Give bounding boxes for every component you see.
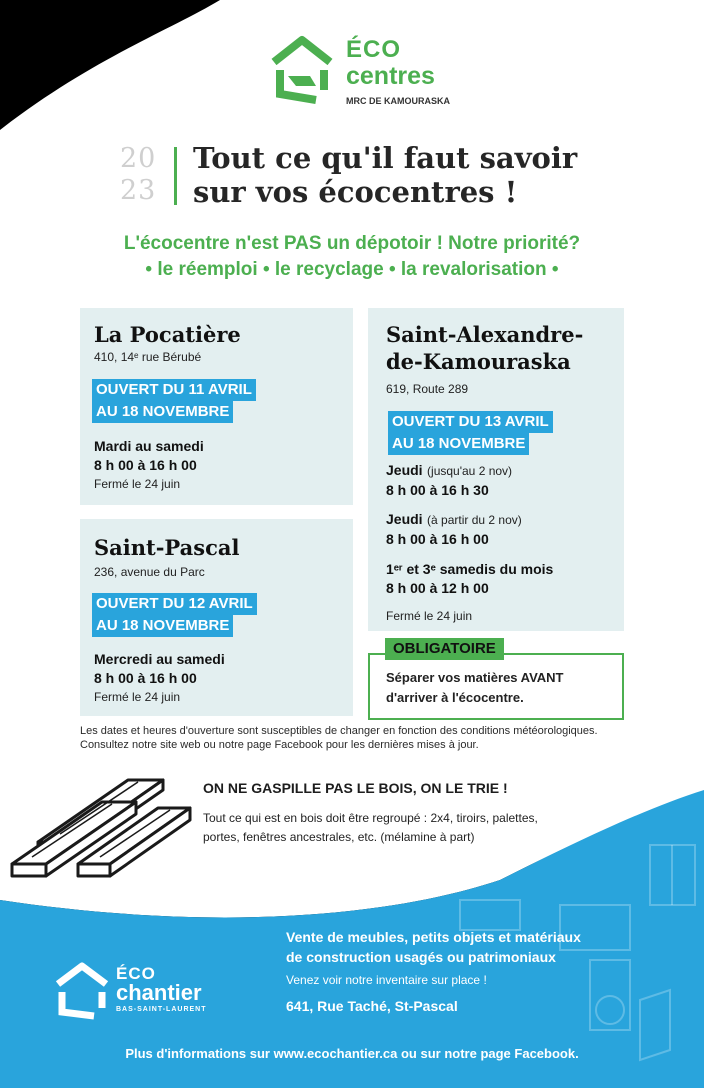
opening-period-2: AU 18 NOVEMBRE <box>92 401 233 423</box>
disclaimer-line-2: Consultez notre site web ou notre page Facebook pour les dernières mises à jour. <box>80 739 479 751</box>
wood-line-2: portes, fenêtres ancestrales, etc. (mélamine à part) <box>203 830 475 844</box>
vente-line-1: Vente de meubles, petits objets et matériaux <box>286 929 581 945</box>
logo-eco: ÉCO <box>346 36 402 63</box>
title-line-1: Tout ce qu'il faut savoir <box>193 141 578 175</box>
closed-note: Fermé le 24 juin <box>386 609 473 623</box>
address: 410, 14ᵉ rue Bérubé <box>94 350 202 364</box>
hours-thursday-1: 8 h 00 à 16 h 30 <box>386 482 489 498</box>
card-saint-pascal <box>80 519 353 716</box>
wood-planks-icon <box>8 772 194 884</box>
hours-saturdays: 8 h 00 à 12 h 00 <box>386 580 489 596</box>
title-line-2: sur vos écocentres ! <box>193 175 518 209</box>
closed-note: Fermé le 24 juin <box>94 690 181 704</box>
ecochantier-address: 641, Rue Taché, St-Pascal <box>286 998 458 1014</box>
year-divider <box>174 147 177 205</box>
city-name-line-1: Saint-Alexandre- <box>386 322 584 347</box>
schedule-saturdays: 1ᵉʳ et 3ᵉ samedis du mois <box>386 561 554 577</box>
city-name: La Pocatière <box>94 322 241 347</box>
city-name: Saint-Pascal <box>94 535 240 560</box>
days: Mercredi au samedi <box>94 651 225 667</box>
disclaimer <box>80 724 598 752</box>
inventory-text: Venez voir notre inventaire sur place ! <box>286 973 487 987</box>
address: 236, avenue du Parc <box>94 565 205 579</box>
hours-thursday-2: 8 h 00 à 16 h 00 <box>386 531 489 547</box>
wood-line-1: Tout ce qui est en bois doit être regroupé : 2x4, tiroirs, palettes, <box>203 811 538 825</box>
mandatory-line-2: d'arriver à l'écocentre. <box>386 690 524 705</box>
opening-period-1: OUVERT DU 11 AVRIL <box>92 379 256 401</box>
mandatory-text <box>386 668 564 708</box>
schedule-thursday-1 <box>386 462 512 480</box>
days: Mardi au samedi <box>94 438 204 454</box>
wood-text <box>203 809 538 847</box>
day-note: (à partir du 2 nov) <box>427 513 522 527</box>
mandatory-label: OBLIGATOIRE <box>385 638 504 660</box>
opening-period-2: AU 18 NOVEMBRE <box>388 433 529 455</box>
day-label: Jeudi <box>386 511 423 527</box>
hours: 8 h 00 à 16 h 00 <box>94 457 197 473</box>
disclaimer-line-1: Les dates et heures d'ouverture sont susceptibles de changer en fonction des conditions météorologiques. <box>80 725 598 737</box>
city-name-line-2: de-Kamouraska <box>386 349 571 374</box>
page-title <box>193 141 577 209</box>
wood-title: ON NE GASPILLE PAS LE BOIS, ON LE TRIE ! <box>203 780 508 796</box>
ecochantier-wordmark <box>116 965 207 1013</box>
day-note: (jusqu'au 2 nov) <box>427 464 513 478</box>
vente-line-2: de construction usagés ou patrimoniaux <box>286 949 556 965</box>
region-text: BAS-SAINT-LAURENT <box>116 1006 207 1013</box>
tagline-line-1: L'écocentre n'est PAS un dépotoir ! Notre priorité? <box>123 233 581 254</box>
recycle-house-icon <box>266 34 338 106</box>
opening-period-1: OUVERT DU 12 AVRIL <box>92 593 257 615</box>
tagline-line-2: • le réemploi • le recyclage • la revalorisation • <box>145 259 559 280</box>
logo-wordmark <box>346 38 435 89</box>
year-top: 20 <box>120 143 157 174</box>
year-bottom: 23 <box>120 175 157 206</box>
chantier-text: chantier <box>116 980 202 1005</box>
closed-note: Fermé le 24 juin <box>94 477 181 491</box>
day-label: Jeudi <box>386 462 423 478</box>
eco-text: ÉCO <box>116 964 156 983</box>
opening-period-2: AU 18 NOVEMBRE <box>92 615 233 637</box>
card-la-pocatiere <box>80 308 353 505</box>
ecochantier-logo-icon <box>52 962 112 1020</box>
hours: 8 h 00 à 16 h 00 <box>94 670 197 686</box>
year <box>120 143 156 207</box>
mandatory-line-1: Séparer vos matières AVANT <box>386 670 564 685</box>
card-saint-alexandre <box>368 308 624 631</box>
logo-region: MRC DE KAMOURASKA <box>346 96 450 106</box>
footer-info: Plus d'informations sur www.ecochantier.ca ou sur notre page Facebook. <box>125 1046 579 1061</box>
logo-centres: centres <box>346 62 435 90</box>
vente-text <box>286 927 581 967</box>
opening-period-1: OUVERT DU 13 AVRIL <box>388 411 553 433</box>
schedule-thursday-2 <box>386 511 522 529</box>
address: 619, Route 289 <box>386 382 469 396</box>
